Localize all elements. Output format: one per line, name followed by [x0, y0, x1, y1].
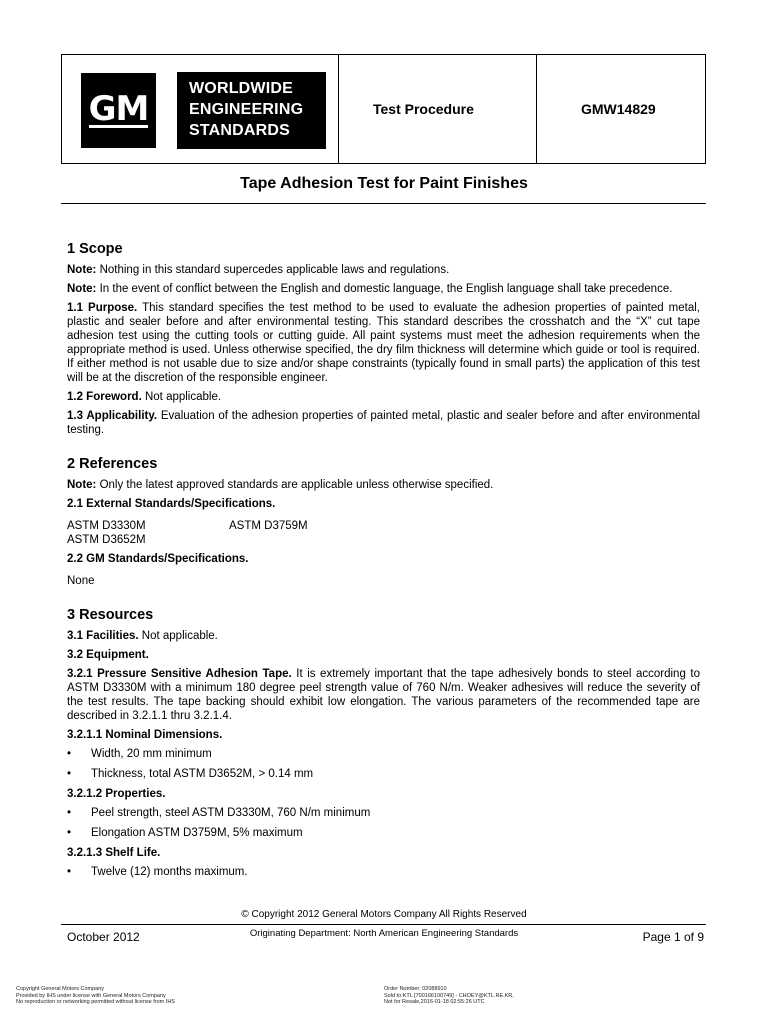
- list-item: • Twelve (12) months maximum.: [67, 866, 248, 878]
- equipment-heading: 3.2 Equipment.: [67, 649, 149, 661]
- document-body: [67, 240, 700, 885]
- section-heading-references: 2 References: [67, 456, 158, 472]
- shelf-life-heading: 3.2.1.3 Shelf Life.: [67, 847, 161, 859]
- external-standards-heading: 2.1 External Standards/Specifications.: [67, 498, 276, 510]
- note-paragraph: Note: In the event of conflict between the English and domestic language, the English language shall take precedence.: [67, 283, 673, 295]
- page-number: Page 1 of 9: [642, 930, 704, 944]
- reference-list: [67, 519, 700, 533]
- gm-standards-value: None: [67, 575, 95, 587]
- bullet-icon: •: [67, 807, 72, 819]
- worldwide-engineering-standards-logo: WORLDWIDE ENGINEERING STANDARDS: [177, 72, 326, 149]
- bullet-icon: •: [67, 866, 72, 878]
- reference-item: ASTM D3759M: [229, 520, 308, 532]
- doc-type: Test Procedure: [373, 101, 474, 117]
- page-title: Tape Adhesion Test for Paint Finishes: [240, 175, 528, 192]
- gm-logo: GM: [81, 73, 156, 148]
- footer-department: Originating Department: North American Engineering Standards: [249, 928, 519, 939]
- section-heading-resources: 3 Resources: [67, 607, 154, 623]
- footer-rule: [61, 924, 706, 925]
- bullet-icon: •: [67, 768, 72, 780]
- list-item: • Peel strength, steel ASTM D3330M, 760 N/m minimum: [67, 807, 371, 819]
- reference-item: ASTM D3330M: [67, 520, 146, 532]
- list-item: • Thickness, total ASTM D3652M, > 0.14 mm: [67, 768, 314, 780]
- header-divider: [536, 55, 537, 163]
- foreword-paragraph: 1.2 Foreword. Not applicable.: [67, 391, 222, 403]
- header-divider: [338, 55, 339, 163]
- gm-standards-heading: 2.2 GM Standards/Specifications.: [67, 553, 249, 565]
- license-watermark-right: Order Number: 02088910 Sold to:KTL [700166100749] - CHOEY@KTL.RE.KR, Not for Resale,2016-01-18 02:55:26 UTC: [384, 986, 514, 1005]
- bullet-icon: •: [67, 748, 72, 760]
- properties-heading: 3.2.1.2 Properties.: [67, 788, 166, 800]
- list-item: • Elongation ASTM D3759M, 5% maximum: [67, 827, 303, 839]
- note-paragraph: Note: Only the latest approved standards are applicable unless otherwise specified.: [67, 479, 494, 491]
- footer-date: October 2012: [67, 930, 140, 944]
- note-paragraph: Note: Nothing in this standard supercedes applicable laws and regulations.: [67, 264, 450, 276]
- license-watermark-left: Copyright General Motors Company Provided by IHS under license with General Motors Company No reproduction or networking permitted without license from IHS: [16, 986, 175, 1005]
- nominal-dimensions-heading: 3.2.1.1 Nominal Dimensions.: [67, 729, 223, 741]
- tape-paragraph: 3.2.1 Pressure Sensitive Adhesion Tape. It is extremely important that the tape adhesively bonds to steel according to ASTM D3330M with a minimum 180 degree peel strength value of 760 N/m. Weaker adhesives will reduce the severity of the test results. The tape backing should exhibit low elongation. The various parameters of the recommended tape are described in 3.2.1.1 thru 3.2.1.4.: [67, 668, 700, 722]
- applicability-paragraph: 1.3 Applicability. Evaluation of the adhesion properties of painted metal, plastic and sealer before and after environmental testing.: [67, 410, 700, 436]
- list-item: • Width, 20 mm minimum: [67, 748, 212, 760]
- section-heading-scope: 1 Scope: [67, 241, 123, 257]
- reference-item: ASTM D3652M: [67, 534, 146, 546]
- title-rule: [61, 203, 706, 204]
- header-box: [61, 54, 706, 164]
- copyright-notice: © Copyright 2012 General Motors Company All Rights Reserved: [241, 909, 527, 920]
- doc-number: GMW14829: [581, 101, 656, 117]
- reference-list: [67, 533, 700, 547]
- purpose-paragraph: 1.1 Purpose. This standard specifies the test method to be used to evaluate the adhesion properties of painted metal, plastic and sealer before and after environmental testing. This standard describes the crosshatch and the “X” cut tape adhesion test using the cutting tools or cutting guide. All paint systems must meet the adhesion requirements when the appropriate method is used. Unless otherwise specified, the dry film thickness will determine which guide or tool is required. If either method is not usable due to size and/or shape constraints (typically found in small parts) the application of this test will be at the discretion of the responsible engineer.: [67, 302, 701, 384]
- bullet-icon: •: [67, 827, 72, 839]
- facilities-paragraph: 3.1 Facilities. Not applicable.: [67, 630, 218, 642]
